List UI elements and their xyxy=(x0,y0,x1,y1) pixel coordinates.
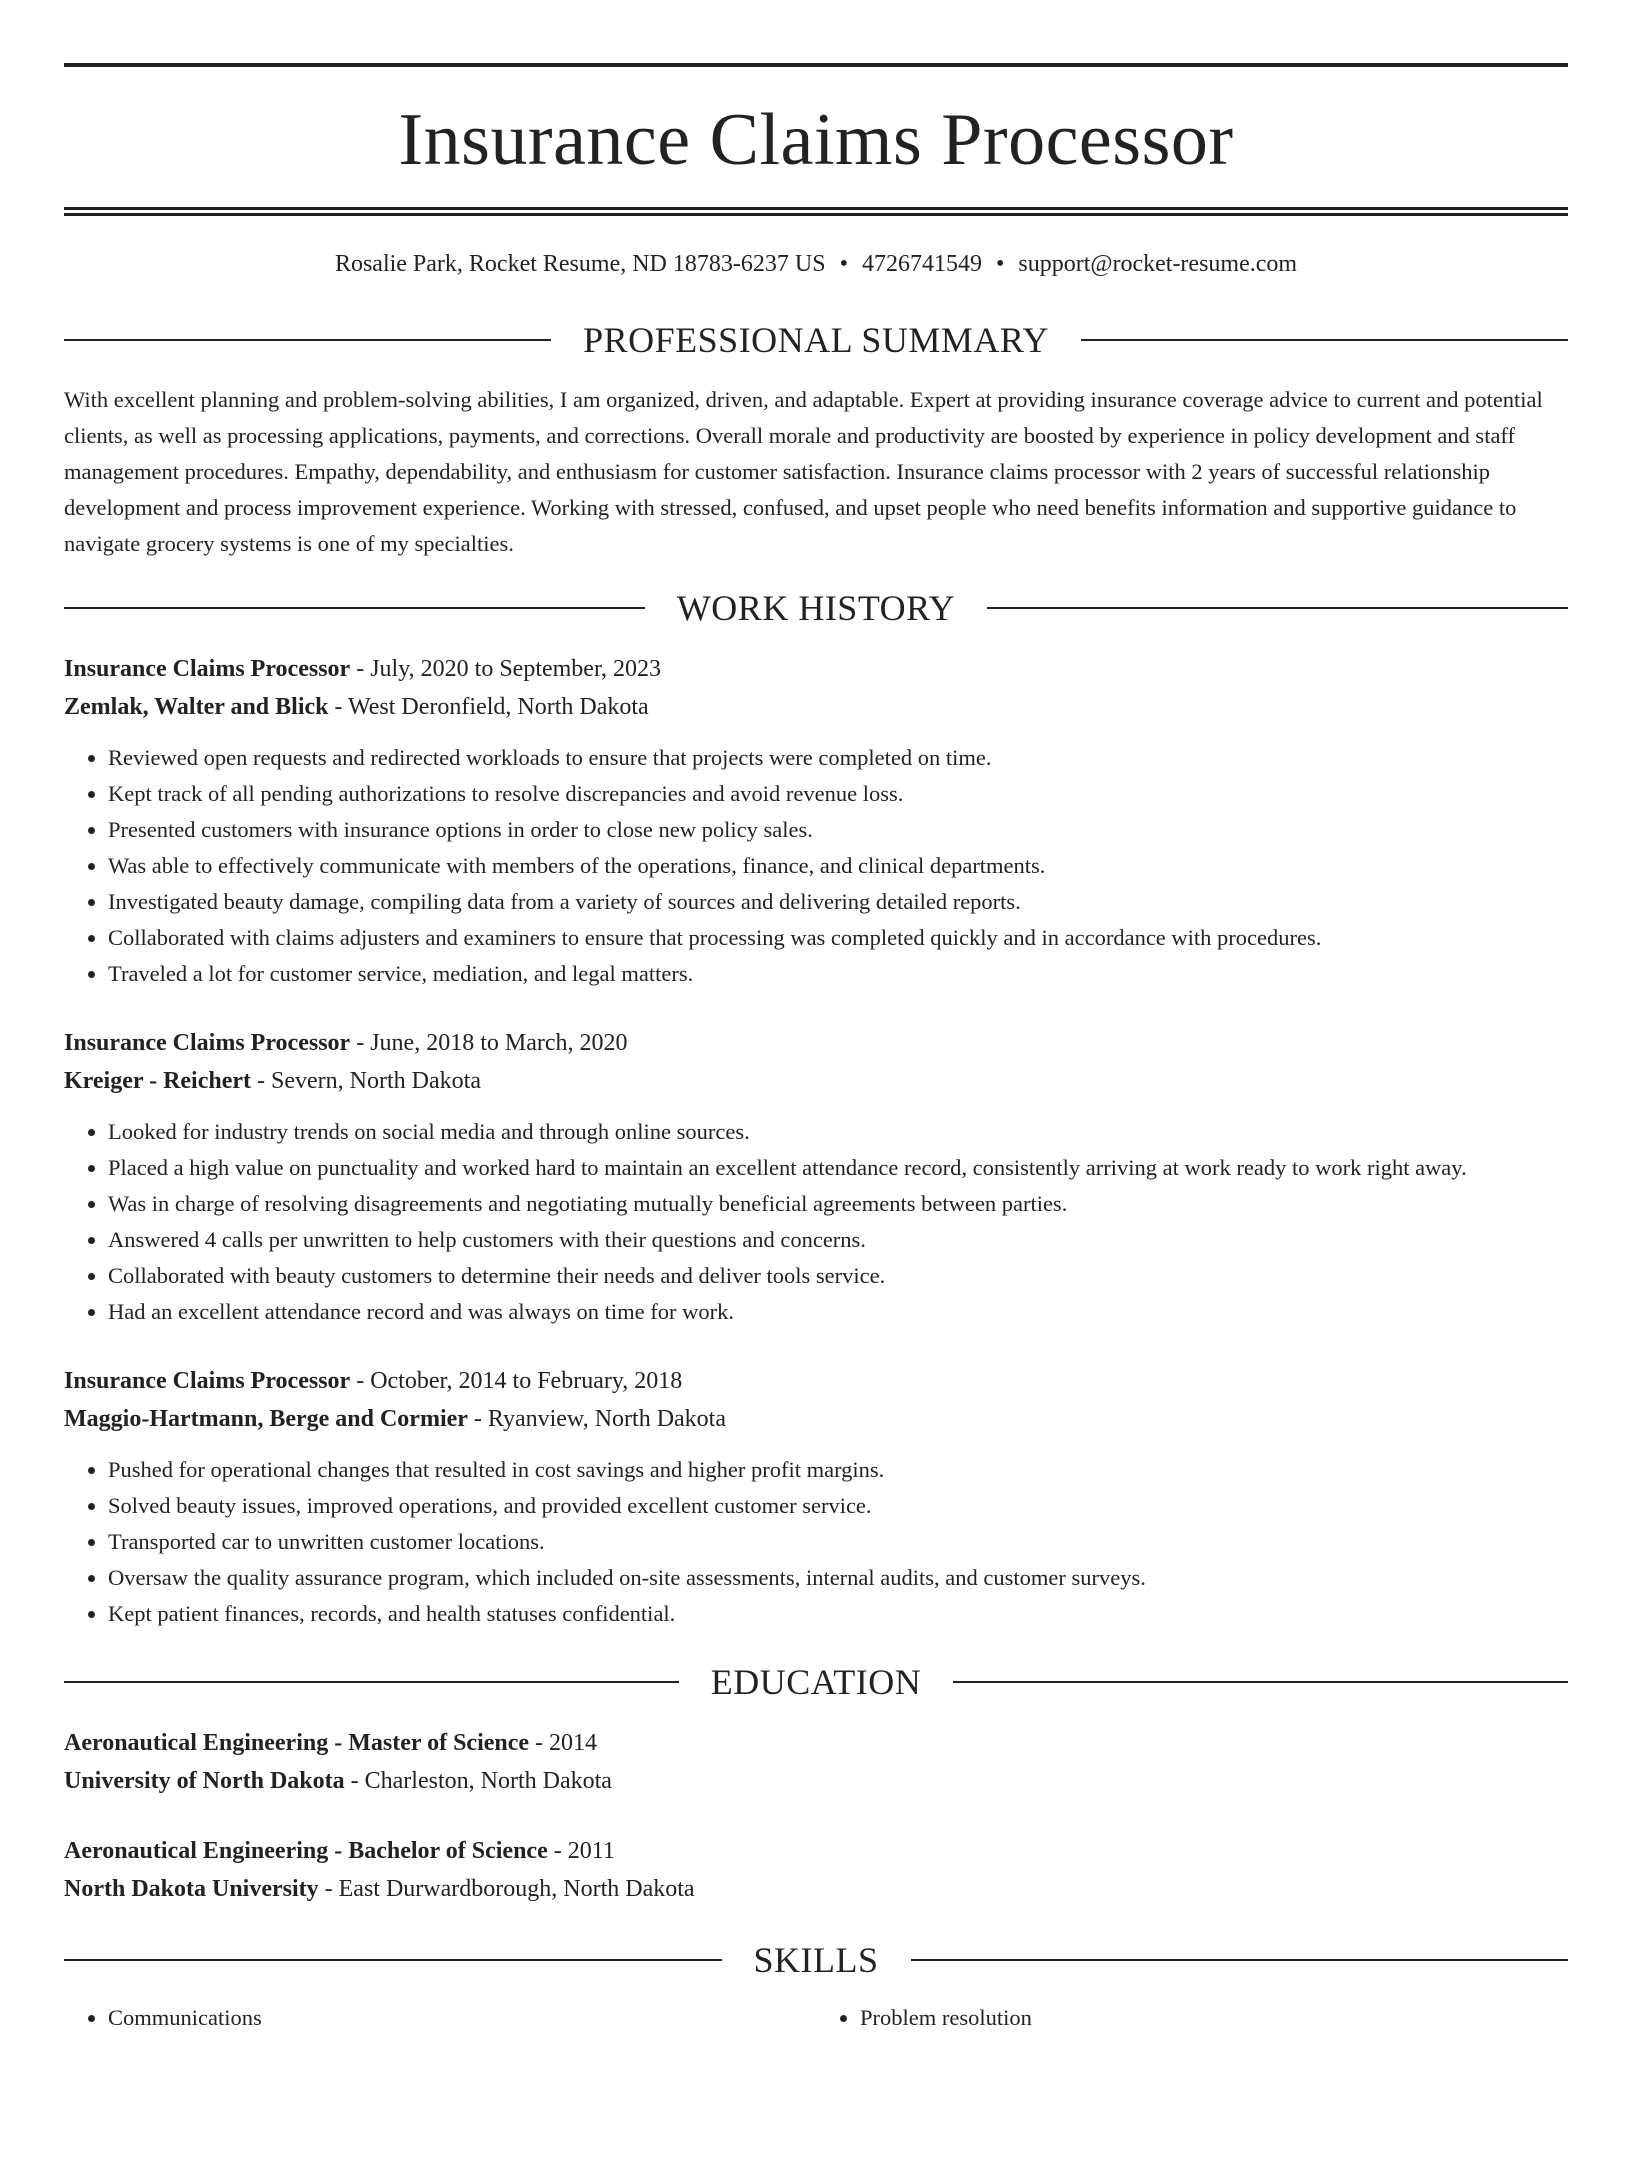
degree: Aeronautical Engineering - Bachelor of Science xyxy=(64,1838,548,1864)
list-item: • Collaborated with claims adjusters and examiners to ensure that processing was completed quickly and in accordance with procedures. xyxy=(108,920,1568,956)
summary-text: With excellent planning and problem-solving abilities, I am organized, driven, and adaptable. Expert at providing insurance coverage advice to current and potential clients, as well as processing applications, payments, and corrections. Overall morale and productivity are boosted by experience in policy development and staff management procedures. Empathy, dependability, and enthusiasm for customer satisfaction. Insurance claims processor with 2 years of successful relationship development and process improvement experience. Working with stressed, confused, and upset people who need benefits information and supportive guidance to navigate grocery systems is one of my specialties. xyxy=(64,387,1543,556)
section-heading-work xyxy=(64,590,1568,626)
job-company-line xyxy=(64,1062,1568,1100)
skills-list xyxy=(64,2000,1568,2036)
job-entry xyxy=(64,1362,1568,1632)
job-title-line xyxy=(64,1024,1568,1062)
resume-title: Insurance Claims Processor xyxy=(398,99,1234,181)
school-line xyxy=(64,1762,1568,1800)
job-entry xyxy=(64,1024,1568,1330)
list-item: • Reviewed open requests and redirected workloads to ensure that projects were completed on time. xyxy=(108,740,1568,776)
list-item: • Placed a high value on punctuality and worked hard to maintain an excellent attendance record, consistently arriving at work ready to work right away. xyxy=(108,1150,1568,1186)
job-bullets xyxy=(64,740,1568,992)
resume-page xyxy=(0,63,1632,2175)
degree-year: - 2014 xyxy=(529,1730,598,1756)
job-company: Maggio-Hartmann, Berge and Cormier xyxy=(64,1406,468,1432)
job-entry xyxy=(64,650,1568,992)
list-item: • Traveled a lot for customer service, mediation, and legal matters. xyxy=(108,956,1568,992)
contact-separator: • xyxy=(995,251,1005,277)
contact-phone: 4726741549 xyxy=(861,251,982,277)
section-heading-education xyxy=(64,1664,1568,1700)
heading-rule-right xyxy=(1081,339,1568,341)
list-item: • Oversaw the quality assurance program, which included on-site assessments, internal audits, and customer surveys. xyxy=(108,1560,1568,1596)
list-item: • Kept track of all pending authorizations to resolve discrepancies and avoid revenue loss. xyxy=(108,776,1568,812)
contact-separator: • xyxy=(839,251,848,277)
list-item: • Looked for industry trends on social media and through online sources. xyxy=(108,1114,1568,1150)
heading-rule-left xyxy=(64,1959,722,1961)
list-item: • Solved beauty issues, improved operations, and provided excellent customer service. xyxy=(108,1488,1568,1524)
section-title: WORK HISTORY xyxy=(676,588,956,628)
list-item: • Collaborated with beauty customers to determine their needs and deliver tools service. xyxy=(108,1258,1568,1294)
contact-email: support@rocket-resume.com xyxy=(1018,251,1298,277)
job-location: - West Deronfield, North Dakota xyxy=(328,694,649,720)
job-dates: - June, 2018 to March, 2020 xyxy=(350,1030,628,1056)
list-item: • Kept patient finances, records, and health statuses confidential. xyxy=(108,1596,1568,1632)
school-line xyxy=(64,1870,1568,1908)
list-item: • Had an excellent attendance record and was always on time for work. xyxy=(108,1294,1568,1330)
job-company-line xyxy=(64,1400,1568,1438)
section-heading-skills xyxy=(64,1942,1568,1978)
degree: Aeronautical Engineering - Master of Science xyxy=(64,1730,530,1756)
list-item: • Was in charge of resolving disagreements and negotiating mutually beneficial agreements between parties. xyxy=(108,1186,1568,1222)
heading-rule-left xyxy=(64,339,551,341)
section-title: SKILLS xyxy=(753,1940,879,1980)
job-title-line xyxy=(64,650,1568,688)
section-heading-summary xyxy=(64,322,1568,358)
heading-rule-left xyxy=(64,607,645,609)
top-rule xyxy=(64,63,1568,67)
section-title: EDUCATION xyxy=(710,1662,922,1702)
skill-item: • Communications xyxy=(108,2000,816,2036)
contact-line xyxy=(64,252,1568,276)
list-item: • Pushed for operational changes that resulted in cost savings and higher profit margins. xyxy=(108,1452,1568,1488)
school-location: - Charleston, North Dakota xyxy=(344,1768,612,1794)
job-title-line xyxy=(64,1362,1568,1400)
list-item: • Investigated beauty damage, compiling data from a variety of sources and delivering detailed reports. xyxy=(108,884,1568,920)
title-double-rule xyxy=(64,207,1568,216)
job-title: Insurance Claims Processor xyxy=(64,1030,351,1056)
education-entry xyxy=(64,1724,1568,1800)
job-company: Kreiger - Reichert xyxy=(64,1068,252,1094)
heading-rule-right xyxy=(987,607,1568,609)
school-location: - East Durwardborough, North Dakota xyxy=(318,1876,695,1902)
skills-column-left xyxy=(64,2000,816,2036)
heading-rule-right xyxy=(911,1959,1569,1961)
degree-line xyxy=(64,1832,1568,1870)
job-company: Zemlak, Walter and Blick xyxy=(64,694,329,720)
section-title: PROFESSIONAL SUMMARY xyxy=(583,320,1049,360)
job-dates: - July, 2020 to September, 2023 xyxy=(350,656,661,682)
list-item: • Presented customers with insurance options in order to close new policy sales. xyxy=(108,812,1568,848)
heading-rule-right xyxy=(953,1681,1568,1683)
heading-rule-left xyxy=(64,1681,679,1683)
job-bullets xyxy=(64,1452,1568,1632)
contact-address: Rosalie Park, Rocket Resume, ND 18783-6237 US xyxy=(334,251,826,277)
list-item: • Answered 4 calls per unwritten to help customers with their questions and concerns. xyxy=(108,1222,1568,1258)
degree-year: - 2011 xyxy=(547,1838,615,1864)
skill-item: • Problem resolution xyxy=(860,2000,1568,2036)
school: North Dakota University xyxy=(64,1876,319,1902)
job-dates: - October, 2014 to February, 2018 xyxy=(350,1368,683,1394)
job-title: Insurance Claims Processor xyxy=(64,656,351,682)
job-location: - Ryanview, North Dakota xyxy=(467,1406,727,1432)
school: University of North Dakota xyxy=(64,1768,345,1794)
list-item: • Was able to effectively communicate with members of the operations, finance, and clinical departments. xyxy=(108,848,1568,884)
job-location: - Severn, North Dakota xyxy=(251,1068,481,1094)
skills-column-right xyxy=(816,2000,1568,2036)
degree-line xyxy=(64,1724,1568,1762)
education-entry xyxy=(64,1832,1568,1908)
job-company-line xyxy=(64,688,1568,726)
job-title: Insurance Claims Processor xyxy=(64,1368,351,1394)
list-item: • Transported car to unwritten customer locations. xyxy=(108,1524,1568,1560)
job-bullets xyxy=(64,1114,1568,1330)
